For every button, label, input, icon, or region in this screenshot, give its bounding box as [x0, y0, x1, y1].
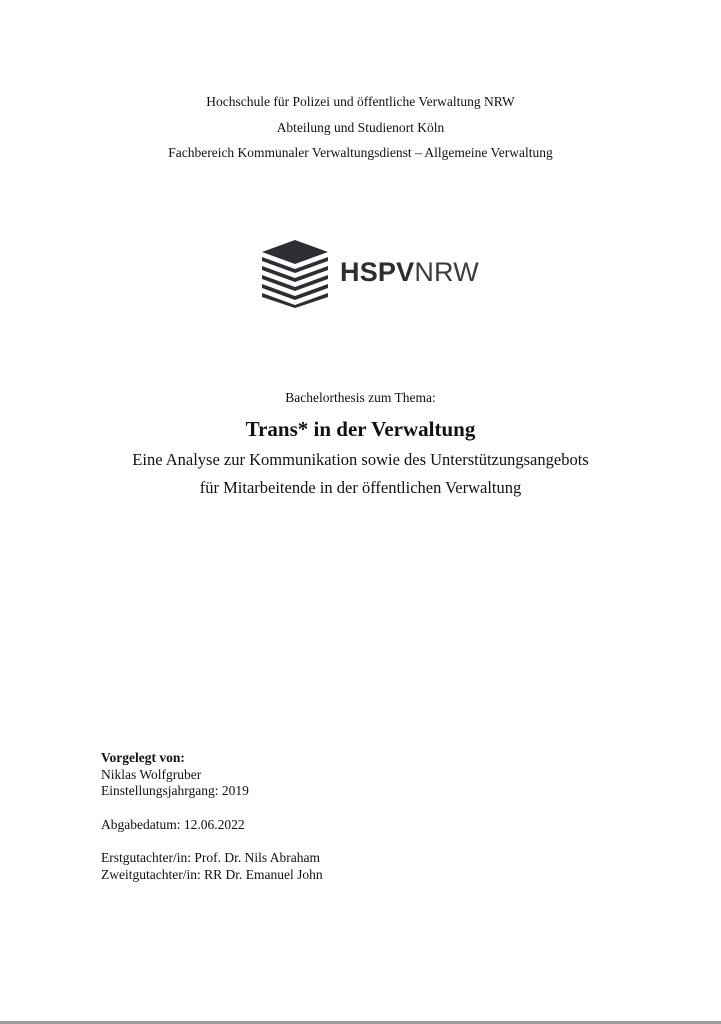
submitted-by-heading: Vorgelegt von:	[101, 750, 185, 765]
institution-name: Hochschule für Polizei und öffentliche Verwaltung NRW	[206, 94, 515, 109]
enrollment-year: Einstellungsjahrgang: 2019	[101, 783, 249, 798]
submission-date: Abgabedatum: 12.06.2022	[101, 816, 245, 832]
logo-wordmark	[340, 257, 479, 287]
thesis-subtitle-line2: für Mitarbeitende in der öffentlichen Verwaltung	[199, 478, 522, 497]
thesis-label: Bachelorthesis zum Thema:	[285, 390, 436, 405]
thesis-title: Trans* in der Verwaltung	[245, 417, 476, 441]
author-info	[101, 750, 323, 883]
logo-text-light: NRW	[414, 257, 479, 287]
first-reviewer: Erstgutachter/in: Prof. Dr. Nils Abraham	[101, 850, 320, 865]
second-reviewer: Zweitgutachter/in: RR Dr. Emanuel John	[101, 866, 323, 882]
hspv-logo	[260, 238, 480, 308]
author-name: Niklas Wolfgruber	[101, 766, 202, 782]
stacked-layers-icon	[260, 238, 330, 308]
institution-header	[0, 89, 721, 166]
thesis-block	[0, 389, 721, 502]
faculty-name: Fachbereich Kommunaler Verwaltungsdienst – Allgemeine Verwaltung	[168, 145, 553, 160]
logo-text-bold: HSPV	[340, 257, 415, 287]
thesis-subtitle-line1: Eine Analyse zur Kommunikation sowie des Unterstützungsangebots	[132, 450, 589, 469]
department-name: Abteilung und Studienort Köln	[276, 119, 445, 135]
